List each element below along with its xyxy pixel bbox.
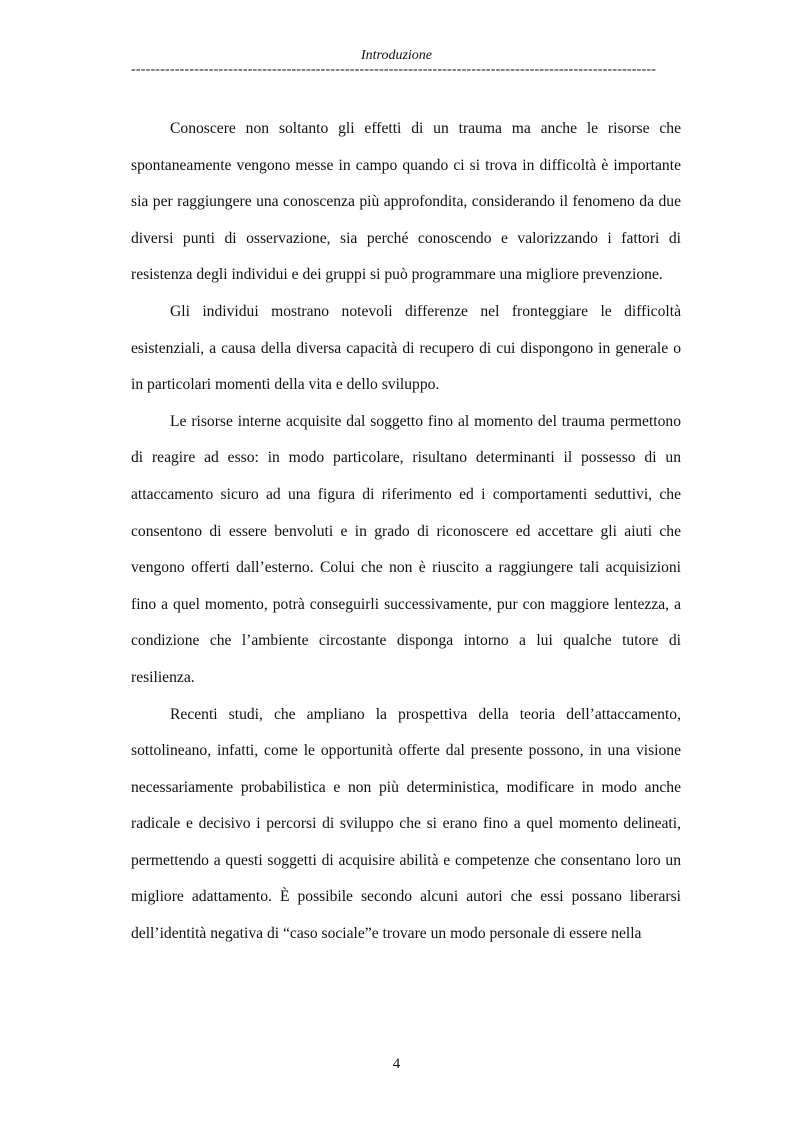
body-text xyxy=(131,111,681,953)
paragraph-3: Le risorse interne acquisite dal soggetto fino al momento del trauma permettono di reagire ad esso: in modo particolare, risultano determinanti il possesso di un attaccamento sicuro ad una figura di riferimento ed i comportamenti seduttivi, che consentono di essere benvoluti e in grado di riconoscere ed accettare gli aiuti che vengono offerti dall’esterno. Colui che non è riuscito a raggiungere tali acquisizioni fino a quel momento, potrà conseguirli successivamente, pur con maggiore lentezza, a condizione che l’ambiente circostante disponga intorno a lui qualche tutore di resilienza. xyxy=(131,412,681,686)
running-header-title: Introduzione xyxy=(360,48,433,63)
paragraph-2: Gli individui mostrano notevoli differenze nel fronteggiare le difficoltà esistenziali, a causa della diversa capacità di recupero di cui dispongono in generale o in particolari momenti della vita e dello sviluppo. xyxy=(131,302,681,394)
paragraph-4: Recenti studi, che ampliano la prospettiva della teoria dell’attaccamento, sottolineano, infatti, come le opportunità offerte dal presente possono, in una visione necessariamente probabilistica e non più deterministica, modificare in modo anche radicale e decisivo i percorsi di sviluppo che si erano fino a quel momento delineati, permettendo a questi soggetti di acquisire abilità e competenze che consentano loro un migliore adattamento. È possibile secondo alcuni autori che essi possano liberarsi dell’identità negativa di “caso sociale”e trovare un modo personale di essere nella xyxy=(131,705,681,943)
paragraph-1: Conoscere non soltanto gli effetti di un trauma ma anche le risorse che spontaneamente vengono messe in campo quando ci si trova in difficoltà è importante sia per raggiungere una conoscenza più approfondita, considerando il fenomeno da due diversi punti di osservazione, sia perché conoscendo e valorizzando i fattori di resistenza degli individui e dei gruppi si può programmare una migliore prevenzione. xyxy=(131,120,681,284)
header-separator-line: ------------------------------------------------------------------------------------------------------------ xyxy=(131,62,657,77)
page-number: 4 xyxy=(392,1056,401,1072)
